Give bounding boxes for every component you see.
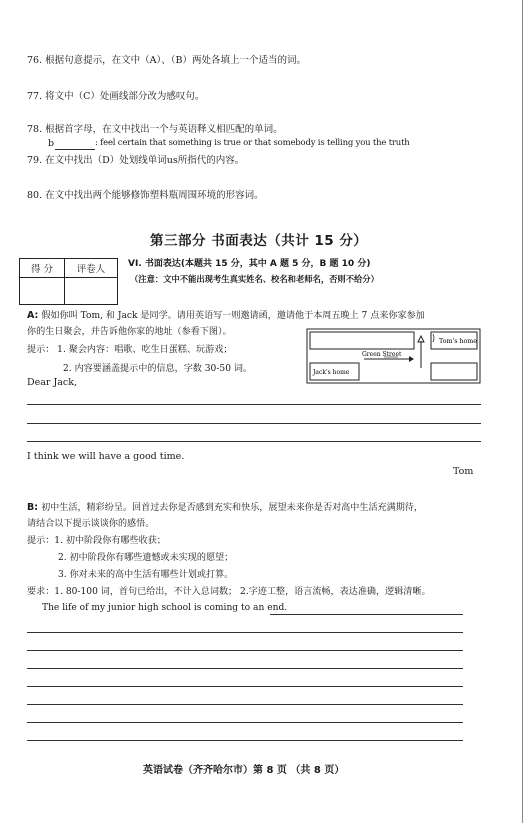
part-b-label: B: — [27, 502, 39, 513]
map-label-green-street: Green Street — [362, 351, 402, 358]
question-79: 79. 在文中找出（D）处划线单词us所指代的内容。 — [27, 155, 245, 166]
writing-heading: VI. 书面表达(本题共 15 分，其中 A 题 5 分，B 题 10 分) — [128, 259, 371, 269]
part-a-line2: 你的生日聚会，并告诉他你家的地址（参看下图）。 — [27, 327, 232, 337]
part-b-requirement: 要求：1. 80-100 词，首句已给出，不计入总词数； 2.字迹工整，语言流畅，表达准确，逻辑清晰。 — [27, 587, 431, 597]
address-map — [306, 328, 481, 384]
part-b-hint3: 3. 你对未来的高中生活有哪些计划或打算。 — [58, 570, 234, 580]
part-b-line2: 请结合以下提示谈谈你的感悟。 — [27, 519, 155, 529]
part-a-label — [27, 308, 425, 321]
map-arrow-right-icon — [409, 356, 414, 362]
question-77: 77. 将文中（C）处画线部分改为感叹句。 — [27, 91, 205, 102]
page-footer: 英语试卷（齐齐哈尔市）第 8 页 （共 8 页） — [143, 765, 345, 776]
section-title: 第三部分 书面表达（共计 15 分） — [150, 233, 368, 249]
part-a-writing-line-1[interactable] — [27, 404, 481, 405]
map-squiggle — [433, 334, 434, 342]
part-a-line1: 假如你叫 Tom, 和 Jack 是同学。请用英语写一则邀请函，邀请他于本周五晚上 7 点来你家参加 — [41, 311, 425, 321]
question-78-definition: : feel certain that something is true or that somebody is telling you the truth — [95, 138, 410, 148]
question-80: 80. 在文中找出两个能够修饰塑料瓶周围环境的形容词。 — [27, 190, 264, 201]
part-b-line1-wrap — [27, 500, 423, 513]
part-b-writing-line-7[interactable] — [27, 740, 463, 741]
question-78-blank[interactable] — [55, 149, 95, 150]
part-a-closing: I think we will have a good time. — [27, 451, 185, 462]
map-block-top-left — [310, 332, 414, 349]
part-a-salutation: Dear Jack, — [27, 377, 78, 388]
part-b-line1: 初中生活，精彩纷呈。回首过去你是否感到充实和快乐，展望未来你是否对高中生活充满期待， — [41, 503, 424, 513]
score-label: 得 分 — [20, 259, 65, 278]
part-b-writing-line-4[interactable] — [27, 686, 463, 687]
part-b-hint1: 提示：1. 初中阶段你有哪些收获； — [27, 536, 166, 546]
map-label-toms-home: Tom's home — [439, 338, 477, 345]
part-b-writing-line-6[interactable] — [27, 722, 463, 723]
scan-edge-line — [522, 0, 523, 823]
part-a-writing-line-2[interactable] — [27, 423, 481, 424]
question-76: 76. 根据句意提示，在文中（A）、（B）两处各填上一个适当的词。 — [27, 55, 306, 66]
reviewer-label: 评卷人 — [65, 259, 118, 278]
part-a-writing-line-3[interactable] — [27, 441, 481, 442]
map-label-jacks-home: Jack's home — [313, 369, 350, 376]
part-b-writing-line-3[interactable] — [27, 668, 463, 669]
reviewer-cell[interactable] — [65, 278, 118, 305]
score-cell[interactable] — [20, 278, 65, 305]
part-b-first-sentence: The life of my junior high school is coming to an end. — [42, 603, 288, 613]
part-b-writing-line-5[interactable] — [27, 704, 463, 705]
question-78-prefix: b — [48, 138, 55, 149]
part-a-signature: Tom — [453, 466, 474, 477]
part-b-hint2: 2. 初中阶段你有哪些遗憾或未实现的愿望； — [58, 553, 234, 563]
part-b-writing-line-2[interactable] — [27, 650, 463, 651]
score-table — [19, 258, 118, 305]
part-a-label-text: A: — [27, 310, 39, 321]
writing-note: （注意：文中不能出现考生真实姓名、校名和老师名，否则不给分） — [130, 274, 379, 284]
part-b-writing-line-1[interactable] — [27, 632, 463, 633]
part-a-hint1: 提示： 1. 聚会内容：唱歌、吃生日蛋糕、玩游戏； — [27, 345, 233, 355]
question-78: 78. 根据首字母，在文中找出一个与英语释义相匹配的单词。 — [27, 124, 283, 135]
part-a-hint2: 2. 内容要涵盖提示中的信息，字数 30-50 词。 — [63, 364, 253, 374]
part-b-first-line-blank[interactable] — [270, 614, 463, 615]
map-block-bottom-right — [431, 363, 477, 380]
